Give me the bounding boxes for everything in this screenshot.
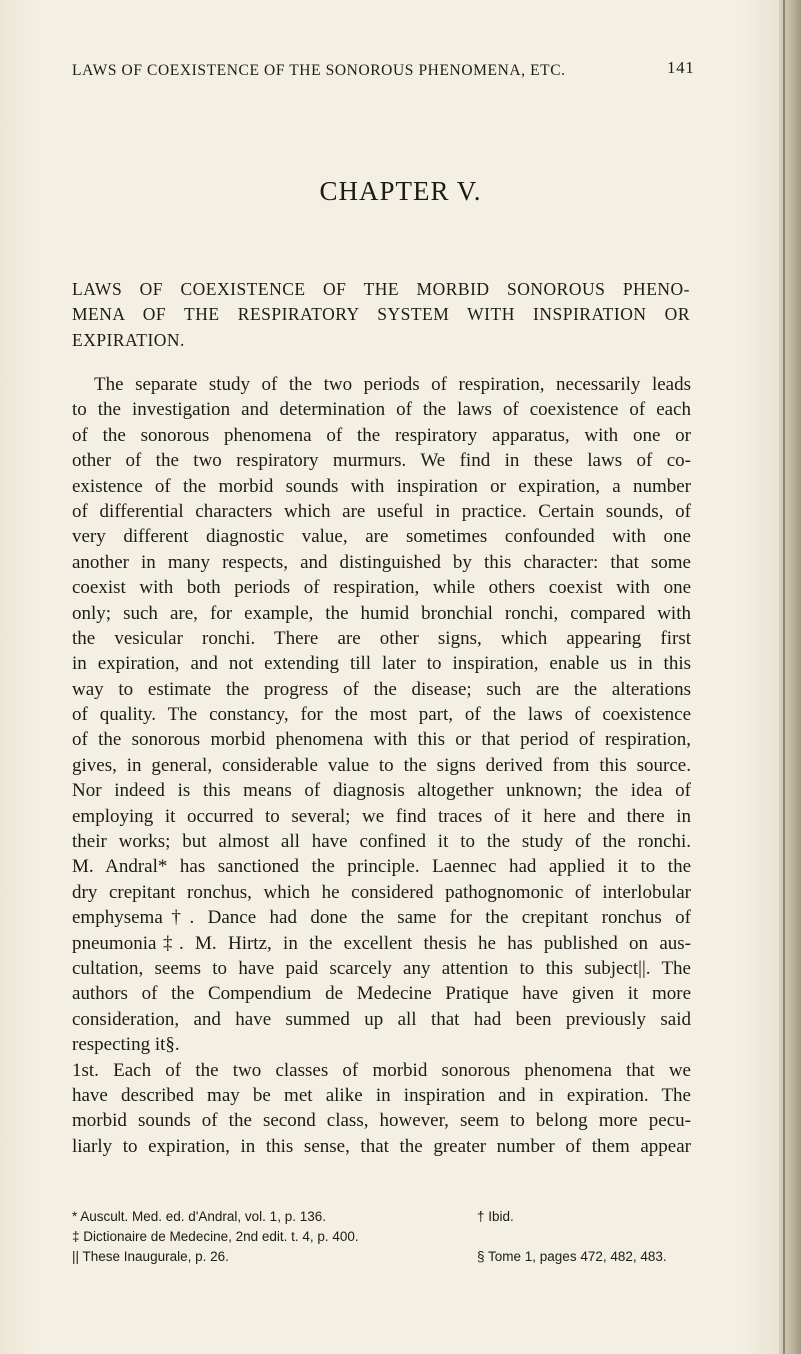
body-line: cultation, seems to have paid scarcely any attention to this subject||. The (72, 957, 691, 979)
footnote: † Ibid. (477, 1209, 514, 1224)
body-line: emphysema†. Dance had done the same for the crepitant ronchus of (72, 907, 691, 929)
running-head (72, 58, 695, 80)
body-line: very different diagnostic value, are sometimes confounded with one (72, 526, 691, 548)
body-line: gives, in general, considerable value to the signs derived from this source. (72, 754, 691, 776)
page-number: 141 (667, 58, 695, 77)
running-head-title: LAWS OF COEXISTENCE OF THE SONOROUS PHENOMENA, ETC. (72, 62, 566, 79)
body-line: of the sonorous morbid phenomena with this or that period of respiration, (72, 729, 691, 751)
section-heading-line: EXPIRATION. (72, 329, 185, 350)
chapter-title: CHAPTER V. (319, 176, 482, 206)
body-line: M. Andral* has sanctioned the principle. Laennec had applied it to the (72, 856, 691, 878)
body-line: another in many respects, and distinguished by this character: that some (72, 551, 691, 573)
body-line: to the investigation and determination of the laws of coexistence of each (72, 399, 691, 421)
body-line: dry crepitant ronchus, which he considered pathognomonic of interlobular (72, 881, 691, 903)
body-line: Nor indeed is this means of diagnosis altogether unknown; the idea of (72, 780, 691, 802)
binding-line (783, 0, 785, 1354)
body-line: respecting it§. (72, 1034, 180, 1056)
body-line: way to estimate the progress of the disease; such are the alterations (72, 678, 691, 700)
body-line: of the sonorous phenomena of the respiratory apparatus, with one or (72, 424, 691, 446)
body-line: of differential characters which are useful in practice. Certain sounds, of (72, 500, 691, 522)
body-line: authors of the Compendium de Medecine Pratique have given it more (72, 983, 691, 1005)
section-heading-line: MENA OF THE RESPIRATORY SYSTEM WITH INSPIRATION OR (72, 304, 690, 325)
body-line: employing it occurred to several; we find traces of it here and there in (72, 805, 691, 827)
footnote: ‡ Dictionaire de Medecine, 2nd edit. t. 4, p. 400. (72, 1229, 359, 1244)
body-line: only; such are, for example, the humid bronchial ronchi, compared with (72, 602, 691, 624)
body-line: The separate study of the two periods of respiration, necessarily leads (94, 374, 691, 395)
body-line: the vesicular ronchi. There are other signs, which appearing first (72, 627, 691, 649)
body-line: have described may be met alike in inspiration and in expiration. The (72, 1084, 691, 1106)
body-line: consideration, and have summed up all that had been previously said (72, 1008, 691, 1030)
body-line: other of the two respiratory murmurs. We find in these laws of co- (72, 450, 691, 472)
body-line: liarly to expiration, in this sense, that the greater number of them appear (72, 1135, 691, 1157)
body-text (72, 372, 691, 1159)
footnote-row (72, 1227, 712, 1247)
footnote: * Auscult. Med. ed. d'Andral, vol. 1, p. 136. (72, 1209, 326, 1224)
footnotes (72, 1207, 712, 1267)
footnote: || These Inaugurale, p. 26. (72, 1249, 229, 1264)
body-line: of quality. The constancy, for the most part, of the laws of coexistence (72, 704, 691, 726)
footnote-row (72, 1247, 712, 1267)
body-line: 1st. Each of the two classes of morbid sonorous phenomena that we (72, 1059, 691, 1081)
body-line: coexist with both periods of respiration, while others coexist with one (72, 577, 691, 599)
section-heading-line: LAWS OF COEXISTENCE OF THE MORBID SONOROUS PHENO- (72, 279, 690, 299)
body-line: in expiration, and not extending till later to inspiration, enable us in this (72, 653, 691, 675)
footnote: § Tome 1, pages 472, 482, 483. (477, 1249, 667, 1264)
body-line: morbid sounds of the second class, however, seem to belong more pecu- (72, 1110, 691, 1132)
binding-edge (779, 0, 801, 1354)
body-line: their works; but almost all have confined it to the study of the ronchi. (72, 831, 691, 853)
footnote-row (72, 1207, 712, 1227)
body-line: existence of the morbid sounds with inspiration or expiration, a number (72, 475, 691, 497)
section-heading (72, 274, 690, 350)
body-line: pneumonia‡. M. Hirtz, in the excellent thesis he has published on aus- (72, 932, 691, 954)
